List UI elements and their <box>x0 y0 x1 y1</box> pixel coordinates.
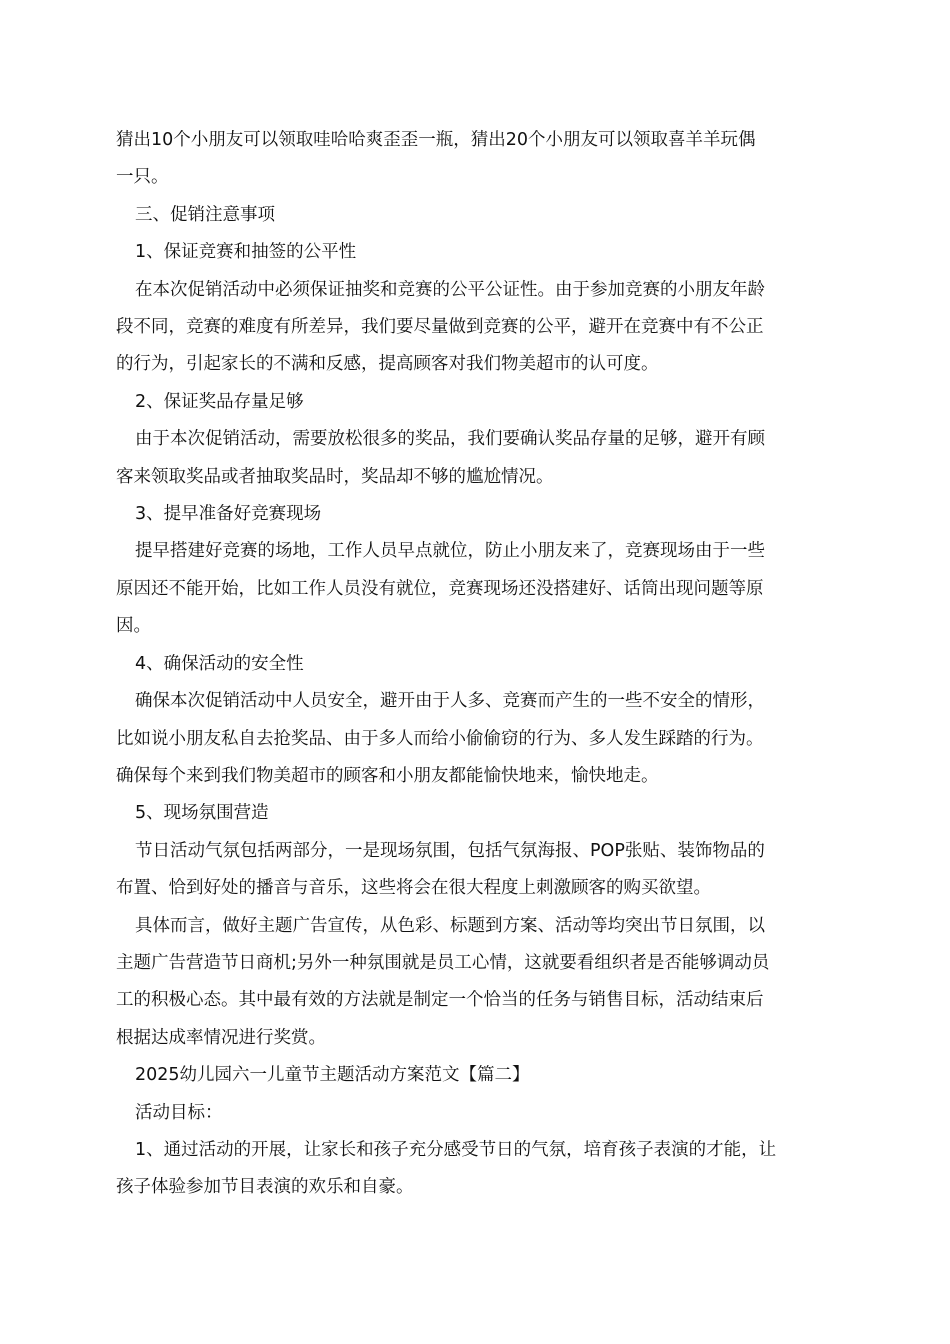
subheading-goals: 活动目标： <box>135 1102 223 1123</box>
text-line: 原因还不能开始，比如工作人员没有就位，竞赛现场还没搭建好、话筒出现问题等原 <box>116 578 764 599</box>
paragraph-specifics <box>116 908 838 1058</box>
subheading-prize-stock: 2、保证奖品存量足够 <box>135 391 304 412</box>
text-line: 确保每个来到我们物美超市的顾客和小朋友都能愉快地来，愉快地走。 <box>116 765 659 786</box>
subheading-atmosphere: 5、现场氛围营造 <box>135 803 269 824</box>
text-line: 比如说小朋友私自去抢奖品、由于多人而给小偷偷窃的行为、多人发生踩踏的行为。 <box>116 728 764 749</box>
text-line: 提早搭建好竞赛的场地，工作人员早点就位，防止小朋友来了，竞赛现场由于一些 <box>135 541 765 562</box>
text-line: 工的积极心态。其中最有效的方法就是制定一个恰当的任务与销售目标，活动结束后 <box>116 990 764 1011</box>
text-line: 在本次促销活动中必须保证抽奖和竞赛的公平公证性。由于参加竞赛的小朋友年龄 <box>135 279 765 300</box>
text-line: 布置、恰到好处的播音与音乐，这些将会在很大程度上刺激顾客的购买欲望。 <box>116 878 711 899</box>
text-line: 由于本次促销活动，需要放松很多的奖品，我们要确认奖品存量的足够，避开有顾 <box>135 429 765 450</box>
section-heading-notes: 三、促销注意事项 <box>135 204 275 225</box>
text-line: 1、通过活动的开展，让家长和孩子充分感受节日的气氛，培育孩子表演的才能，让 <box>135 1139 777 1160</box>
text-line: 客来领取奖品或者抽取奖品时，奖品却不够的尴尬情况。 <box>116 466 554 487</box>
paragraph-prizes <box>116 122 838 197</box>
paragraph-safety <box>116 683 838 795</box>
subheading-fairness: 1、保证竞赛和抽签的公平性 <box>135 242 357 263</box>
text-line: 根据达成率情况进行奖赏。 <box>116 1027 326 1048</box>
paragraph-goal-1 <box>116 1132 838 1207</box>
text-line: 的行为，引起家长的不满和反感，提高顾客对我们物美超市的认可度。 <box>116 354 659 375</box>
subheading-safety: 4、确保活动的安全性 <box>135 653 304 674</box>
paragraph-fairness <box>116 272 838 384</box>
subheading-venue: 3、提早准备好竞赛现场 <box>135 504 322 525</box>
paragraph-venue <box>116 533 838 645</box>
text-line: 因。 <box>116 616 151 637</box>
text-line: 一只。 <box>116 167 169 188</box>
article-title: 2025幼儿园六一儿童节主题活动方案范文【篇二】 <box>135 1065 530 1086</box>
text-line: 猜出10个小朋友可以领取哇哈哈爽歪歪一瓶，猜出20个小朋友可以领取喜羊羊玩偶 <box>116 130 756 150</box>
document-page <box>116 122 838 1207</box>
paragraph-atmosphere <box>116 833 838 908</box>
text-line: 段不同，竞赛的难度有所差异，我们要尽量做到竞赛的公平，避开在竞赛中有不公正 <box>116 317 764 338</box>
text-line: 节日活动气氛包括两部分，一是现场氛围，包括气氛海报、POP张贴、装饰物品的 <box>135 840 765 861</box>
paragraph-prize-stock <box>116 421 838 496</box>
text-line: 具体而言，做好主题广告宣传，从色彩、标题到方案、活动等均突出节日氛围，以 <box>135 915 765 936</box>
text-line: 确保本次促销活动中人员安全，避开由于人多、竞赛而产生的一些不安全的情形， <box>135 691 765 712</box>
text-line: 孩子体验参加节目表演的欢乐和自豪。 <box>116 1177 414 1198</box>
text-line: 主题广告营造节日商机;另外一种氛围就是员工心情，这就要看组织者是否能够调动员 <box>116 952 770 973</box>
